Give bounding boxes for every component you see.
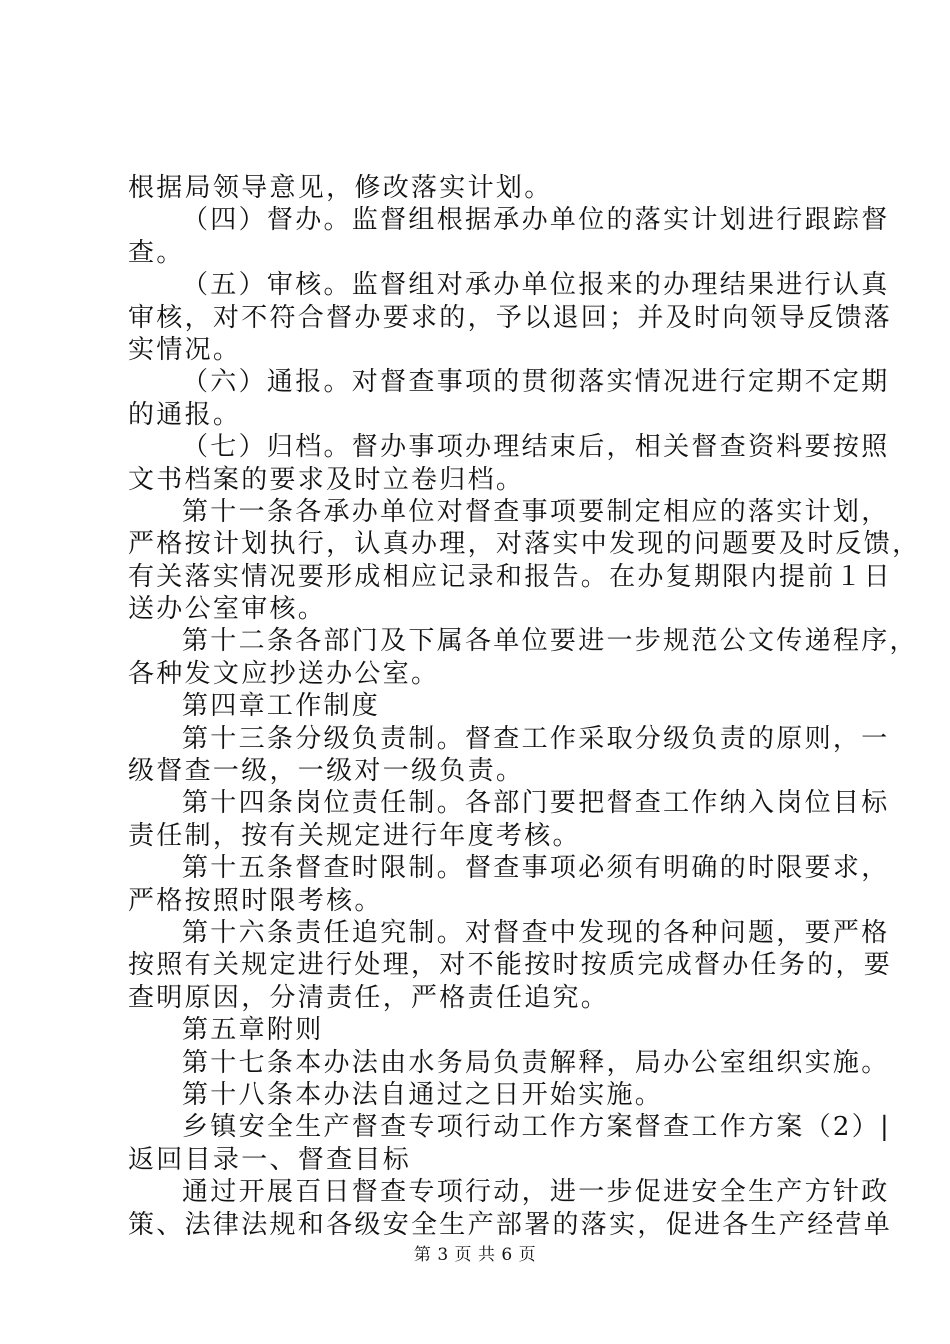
text-line: 查。 — [128, 237, 185, 268]
text-line: 有关落实情况要形成相应记录和报告。在办复期限内提前１日 — [128, 561, 893, 592]
text-line: 根据局领导意见，修改落实计划。 — [128, 173, 553, 203]
text-line: 第十一条各承办单位对督查事项要制定相应的落实计划， — [182, 496, 890, 527]
text-line: 严格按计划执行，认真办理，对落实中发现的问题要及时反馈， — [128, 529, 921, 560]
text-line: 实情况。 — [128, 334, 242, 365]
text-line: （七）归档。督办事项办理结束后，相关督查资料要按照 — [182, 432, 890, 463]
text-line: 各种发文应抄送办公室。 — [128, 658, 440, 689]
text-line: 第十二条各部门及下属各单位要进一步规范公文传递程序， — [182, 626, 918, 657]
text-line: 策、法律法规和各级安全生产部署的落实，促进各生产经营单 — [128, 1209, 893, 1240]
text-line: 审核，对不符合督办要求的，予以退回；并及时向领导反馈落 — [128, 302, 893, 333]
text-line: 第十七条本办法由水务局负责解释，局办公室组织实施。 — [182, 1047, 890, 1078]
text-line: 第四章工作制度 — [182, 691, 381, 722]
text-line: （五）审核。监督组对承办单位报来的办理结果进行认真 — [182, 270, 890, 301]
text-line: 责任制，按有关规定进行年度考核。 — [128, 820, 581, 851]
text-line: 严格按照时限考核。 — [128, 885, 383, 916]
text-line: 第十三条分级负责制。督查工作采取分级负责的原则，一 — [182, 723, 890, 754]
text-line: 第十四条岗位责任制。各部门要把督查工作纳入岗位目标 — [182, 788, 890, 819]
text-line: 第十五条督查时限制。督查事项必须有明确的时限要求， — [182, 853, 890, 884]
text-line: 按照有关规定进行处理，对不能按时按质完成督办任务的，要 — [128, 950, 893, 981]
text-line: 第五章附则 — [182, 1015, 324, 1046]
text-line: 级督查一级，一级对一级负责。 — [128, 756, 525, 787]
text-line: 第十八条本办法自通过之日开始实施。 — [182, 1079, 664, 1110]
text-line: 查明原因，分清责任，严格责任追究。 — [128, 982, 610, 1013]
page-footer: 第 3 页 共 6 页 — [413, 1245, 537, 1265]
text-line: 返回目录一、督查目标 — [128, 1144, 412, 1175]
text-line: 的通报。 — [128, 399, 242, 430]
text-line: 通过开展百日督查专项行动，进一步促进安全生产方针政 — [182, 1177, 890, 1208]
text-line: （四）督办。监督组根据承办单位的落实计划进行跟踪督 — [182, 205, 890, 236]
text-line: 乡镇安全生产督查专项行动工作方案督查工作方案（2）| — [182, 1112, 892, 1143]
text-line: 第十六条责任追究制。对督查中发现的各种问题，要严格 — [182, 917, 890, 948]
text-line: （六）通报。对督查事项的贯彻落实情况进行定期不定期 — [182, 367, 890, 398]
text-line: 文书档案的要求及时立卷归档。 — [128, 464, 525, 495]
document-body — [128, 172, 921, 1241]
text-line: 送办公室审核。 — [128, 594, 327, 625]
